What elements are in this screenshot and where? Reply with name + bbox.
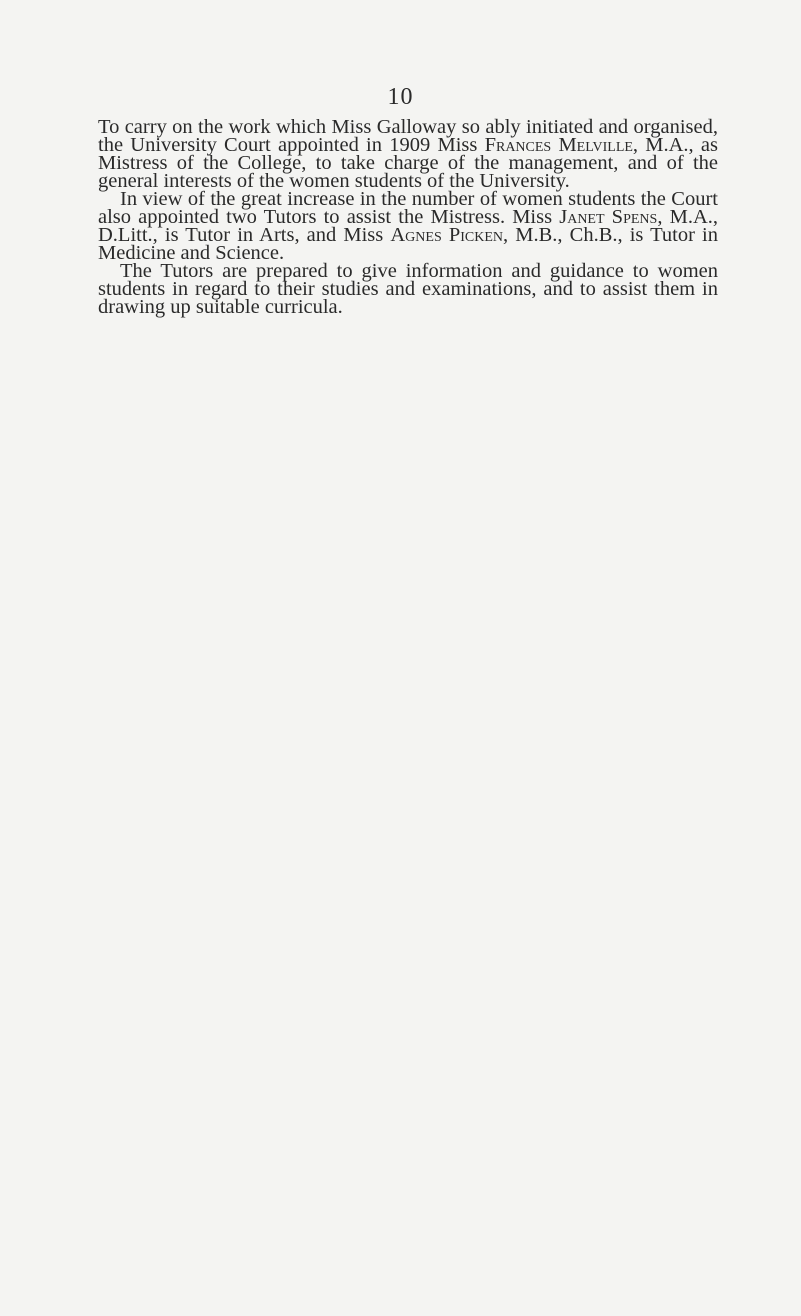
paragraph-tutor-guidance — [98, 262, 718, 316]
name-agnes-picken: Agnes Picken — [390, 224, 504, 246]
name-janet-spens: Janet Spens — [559, 206, 658, 228]
body-text — [98, 118, 718, 316]
text-segment: , M.B., Ch.B., is Tutor in Medicine and Science. — [98, 224, 718, 264]
text-segment: , M.A., D.Litt., is Tutor in Arts, and Miss — [98, 206, 719, 246]
text-segment: In view of the great increase in the number of women students the Court also appointed two Tutors to assist the Mistress. Miss — [98, 188, 718, 228]
paragraph-court-appointment — [98, 118, 718, 190]
text-segment: The Tutors are prepared to give information and guidance to women students in regard to their studies and examinations, and to assist them in drawing up suitable curricula. — [98, 260, 718, 318]
text-segment: , M.A., as Mistress of the College, to take charge of the management, and of the general interests of the women students of the University. — [98, 134, 718, 192]
name-frances-melville: Frances Melville — [484, 134, 633, 156]
page-number: 10 — [387, 84, 414, 110]
paragraph-tutors-appointed — [98, 190, 718, 262]
text-segment: To carry on the work which Miss Galloway so ably initiated and organised, the University Court appointed in 1909 Miss — [98, 116, 718, 156]
